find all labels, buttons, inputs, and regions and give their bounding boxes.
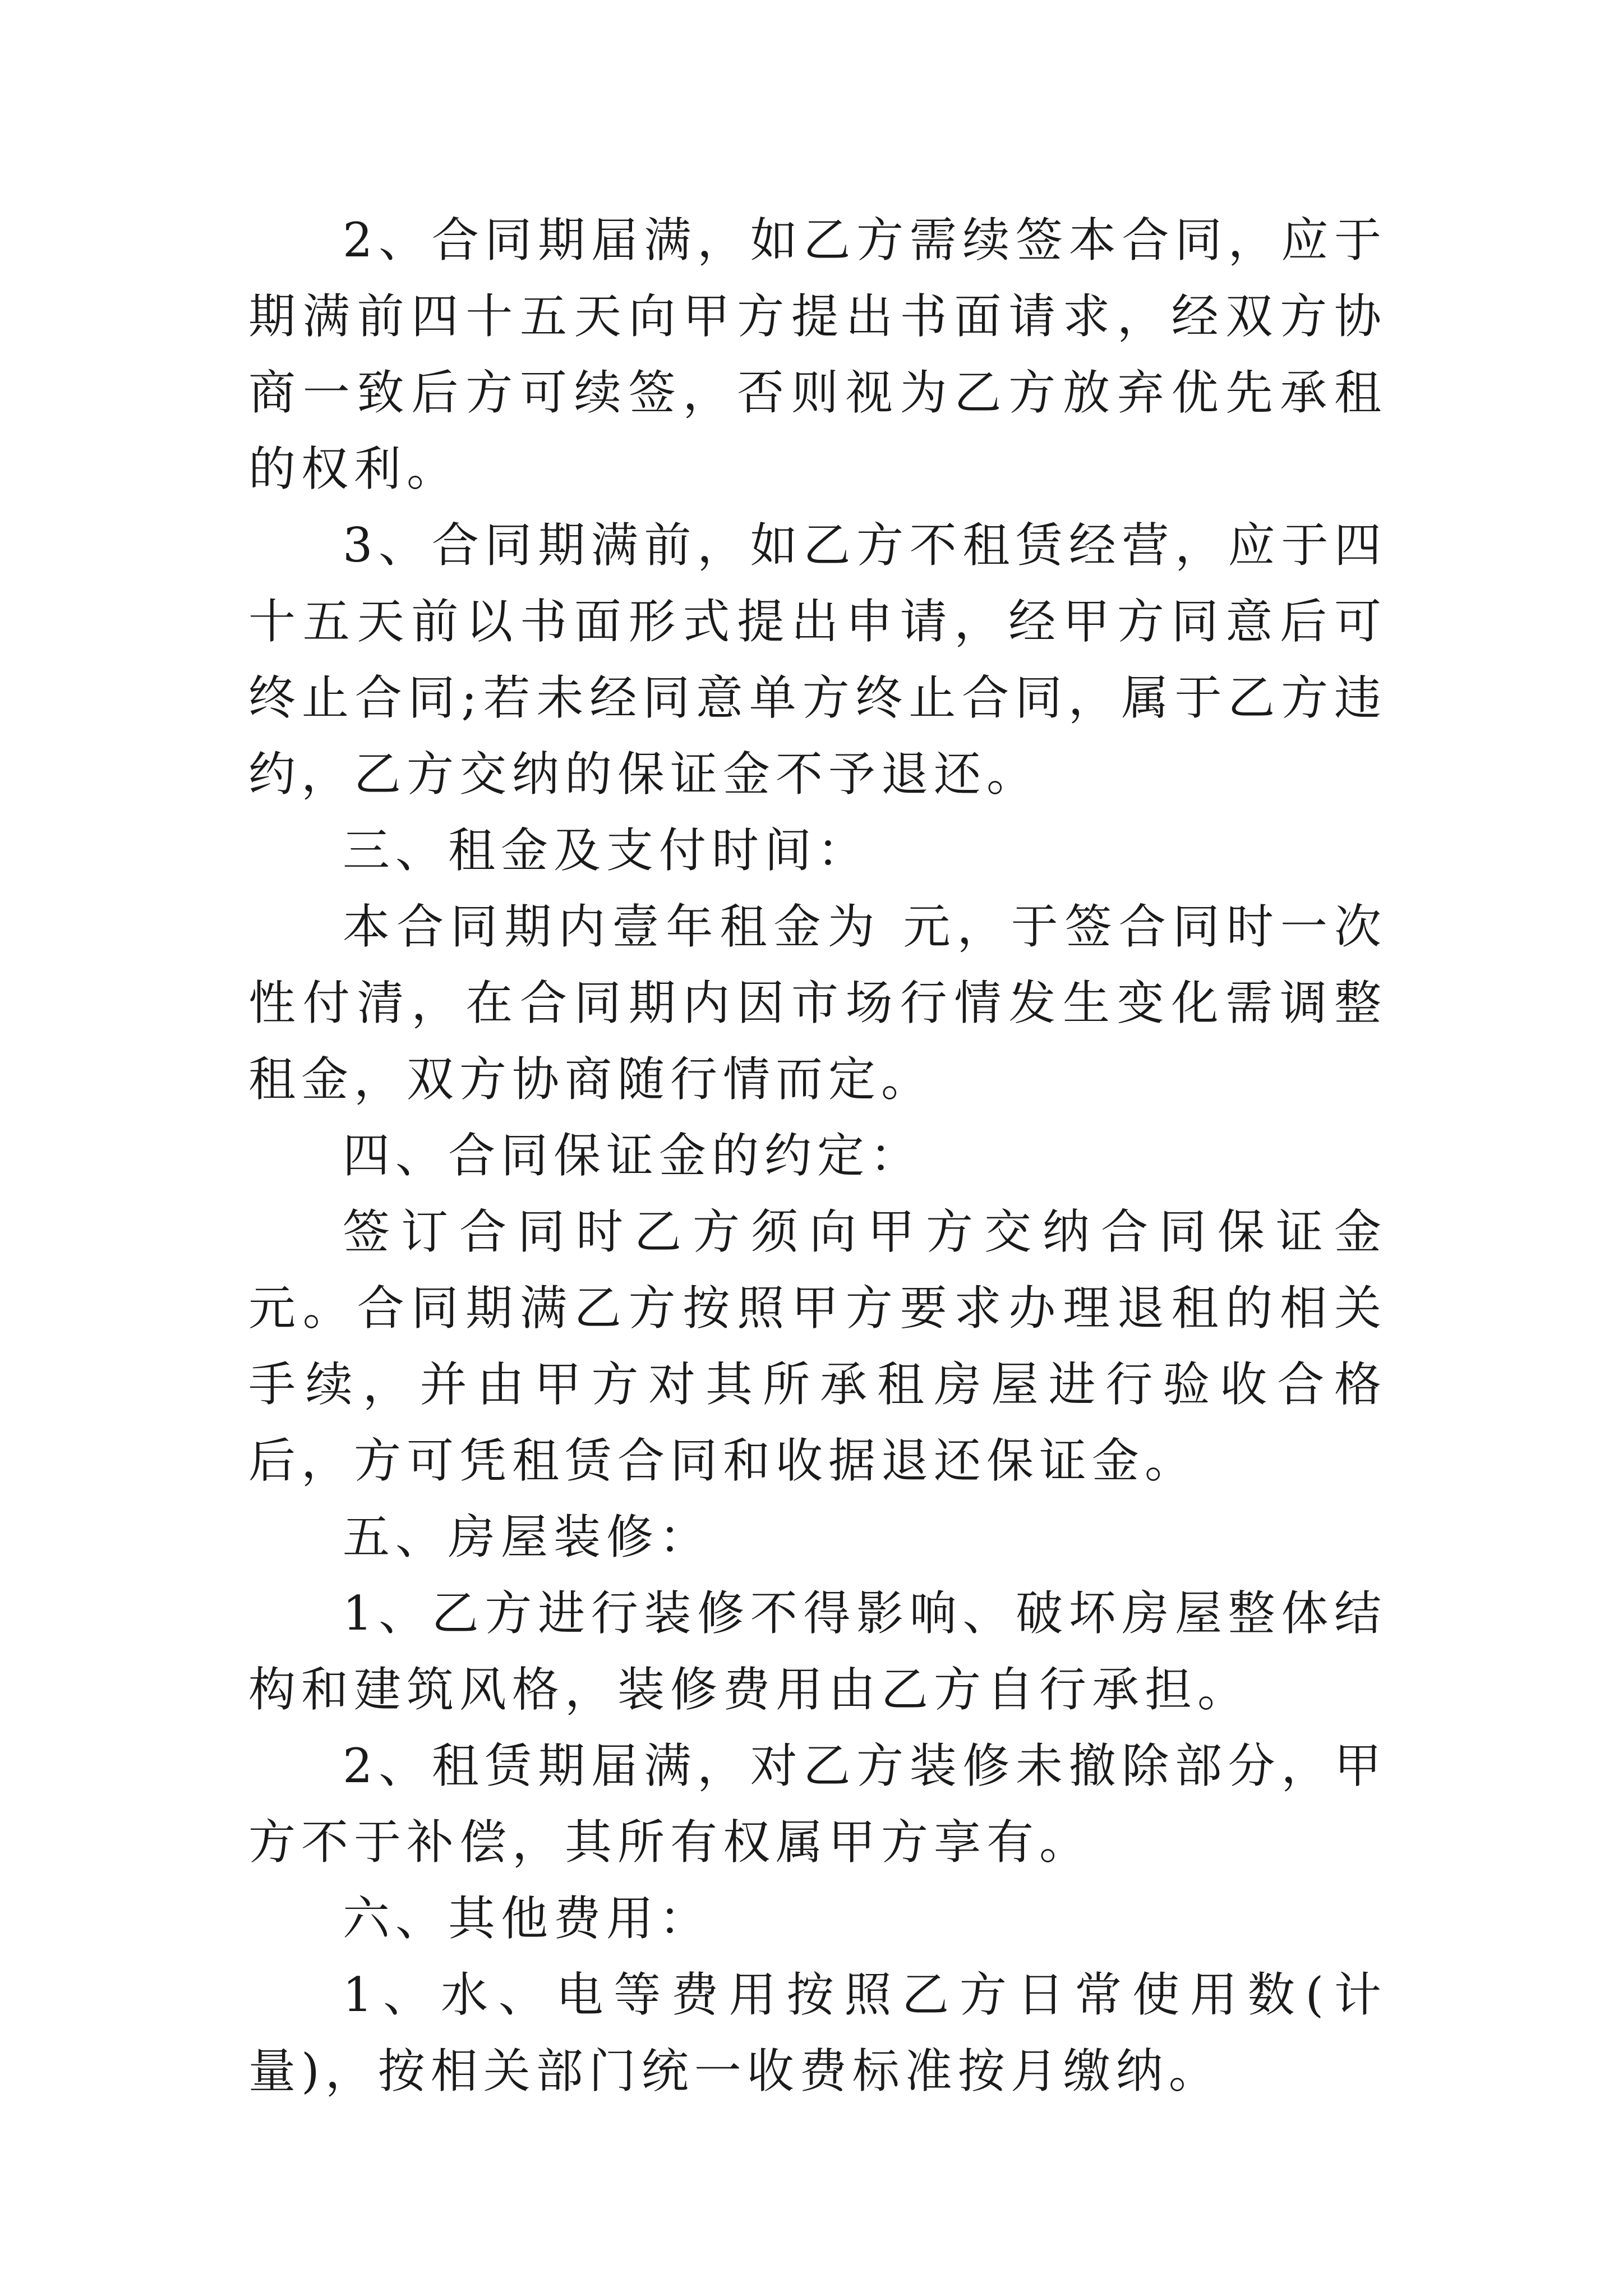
clause-deposit: 签订合同时乙方须向甲方交纳合同保证金 元。合同期满乙方按照甲方要求办理退租的相关手续，并由甲方对其所承租房屋进行验收合格后，方可凭租赁合同和收据退还保证金。 (248, 1204, 1387, 1488)
contract-body (248, 202, 1387, 2109)
section-heading-other-fees: 六、其他费用： (343, 1891, 712, 1946)
clause-decoration-1: 1、乙方进行装修不得影响、破坏房屋整体结构和建筑风格，装修费用由乙方自行承担。 (248, 1586, 1387, 1717)
clause-early-termination: 3、合同期满前，如乙方不租赁经营，应于四十五天前以书面形式提出申请，经甲方同意后可终止合同;若未经同意单方终止合同，属于乙方违约，乙方交纳的保证金不予退还。 (248, 518, 1387, 802)
section-heading-rent: 三、租金及支付时间： (343, 823, 870, 878)
clause-rent-payment: 本合同期内壹年租金为 元，于签合同时一次性付清，在合同期内因市场行情发生变化需调整租金，双方协商随行情而定。 (248, 899, 1387, 1107)
clause-decoration-2: 2、租赁期届满，对乙方装修未撤除部分，甲方不于补偿，其所有权属甲方享有。 (248, 1738, 1387, 1870)
section-heading-decoration: 五、房屋装修： (343, 1510, 712, 1565)
clause-renewal: 2、合同期届满，如乙方需续签本合同，应于期满前四十五天向甲方提出书面请求，经双方协商一致后方可续签，否则视为乙方放弃优先承租的权利。 (248, 213, 1387, 496)
section-heading-deposit: 四、合同保证金的约定： (343, 1128, 923, 1183)
clause-utilities: 1、水、电等费用按照乙方日常使用数(计量)，按相关部门统一收费标准按月缴纳。 (248, 1967, 1387, 2099)
